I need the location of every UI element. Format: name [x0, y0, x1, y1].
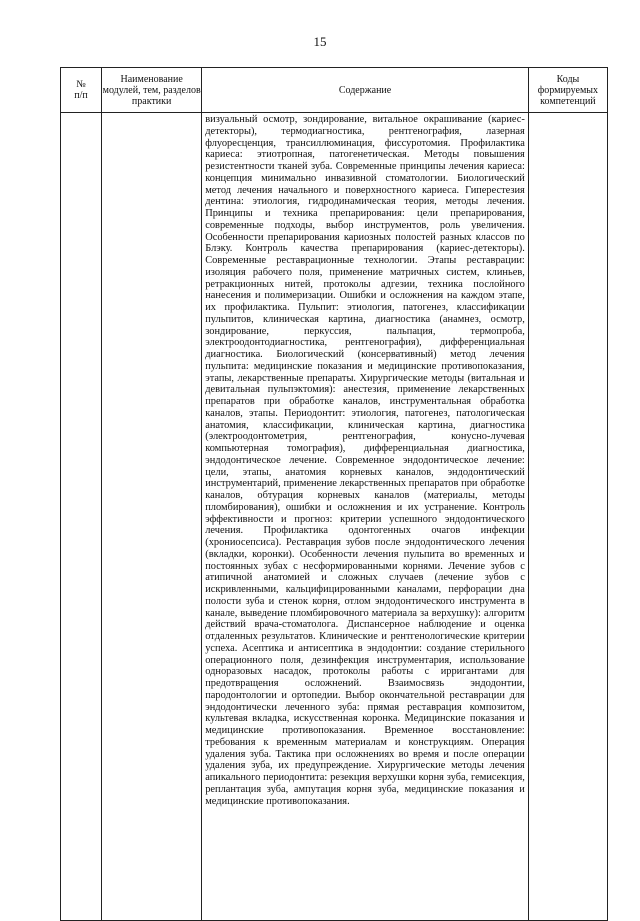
table-header-row	[61, 68, 608, 113]
cell-content: визуальный осмотр, зондирование, витальное окрашивание (кариес-детекторы), термодиагностика, рентгенография, лазерная флуоресценция, трансиллюминация, фиссуротомия. Профилактика кариеса: этиотропная, патогенетическая. Методы повышения резистентности тканей зуба. Современные принципы лечения кариеса: концепция минимально инвазивной стоматологии. Биологический метод лечения начального и поверхностного кариеса. Гиперестезия дентина: этиология, гидродинамическая теория, методы лечения. Принципы и техника препарирования: цели препарирования, современные подходы, выбор инструментов, роль увеличения. Особенности препарирования кариозных полостей разных классов по Блэку. Контроль качества препарирования (кариес-детекторы). Современные реставрационные технологии. Этапы реставрации: изоляция рабочего поля, применение матричных систем, клиньев, ретракционных нитей, протоколы адгезии, техника послойного нанесения и полимеризации. Ошибки и осложнения на каждом этапе, их профилактика. Пульпит: этиология, патогенез, классификации пульпитов, клиническая картина, диагностика (анамнез, осмотр, зондирование, перкуссия, пальпация, термопроба, электроодонтодиагностика, рентгенография), дифференциальная диагностика. Биологический (консервативный) метод лечения пульпита: медицинские показания и медицинские противопоказания, этапы, лекарственные препараты. Хирургические методы (витальная и девитальная пульпэктомия): анестезия, применение лекарственных препаратов при обработке каналов, инструментальная обработка каналов, этапы. Периодонтит: этиология, патогенез, патологическая анатомия, классификации, клиническая картина, диагностика (электроодонтометрия, рентгенография, конусно-лучевая компьютерная томография), дифференциальная диагностика, эндодонтическое лечение. Современное эндодонтическое лечение: цели, этапы, анатомия корневых каналов, эндодонтический инструментарий, применение лекарственных препаратов при обработке каналов, обтурация корневых каналов (материалы, методы пломбирования), ошибки и осложнения и их устранение. Контроль эффективности и прогноз: критерии успешного эндодонтического лечения. Профилактика одонтогенных очагов инфекции (хрониосепсиса). Реставрация зубов после эндодонтического лечения (вкладки, коронки). Особенности лечения пульпита во временных и постоянных зубах с несформированными корнями. Лечение зубов с атипичной анатомией и сложных случаев (лечение зубов с искривленными, кальцифицированными каналами, перфорации дна полости зуба и стенок корня, отлом эндодонтического инструмента в канале, выведение пломбировочного материала за верхушку): алгоритм действий врача-стоматолога. Диспансерное наблюдение и оценка отдаленных результатов. Клинические и рентгенологические критерии успеха. Асептика и антисептика в эндодонтии: создание стерильного операционного поля, дезинфекция инструментария, использование одноразовых насадок, протоколы работы с ирригантами для предотвращения осложнений. Взаимосвязь эндодонтии, пародонтологии и ортопедии. Выбор окончательной реставрации для эндодонтически леченного зуба: прямая реставрация композитом, культевая вкладка, искусственная коронка. Медицинские показания и медицинские противопоказания. Временное восстановление: требования к временным материалам и конструкциям. Операция удаления зуба. Тактика при осложнениях во время и после операции удаления зуба, их предупреждение. Хирургические методы лечения апикального периодонтита: резекция верхушки корня зуба, гемисекция, реплантация зуба, ампутация корня зуба, медицинские показания и медицинские противопоказания.	[202, 113, 529, 921]
page-number: 15	[313, 34, 327, 49]
header-number: № п/п	[61, 68, 102, 113]
header-module-name: Наименование модулей, тем, разделов практики	[102, 68, 202, 113]
cell-module-name	[102, 113, 202, 921]
header-competency-codes: Коды формируемых компетенций	[528, 68, 607, 113]
cell-number	[61, 113, 102, 921]
table-row	[61, 113, 608, 921]
cell-competency-codes	[528, 113, 607, 921]
header-content: Содержание	[202, 68, 529, 113]
curriculum-table	[60, 67, 608, 921]
